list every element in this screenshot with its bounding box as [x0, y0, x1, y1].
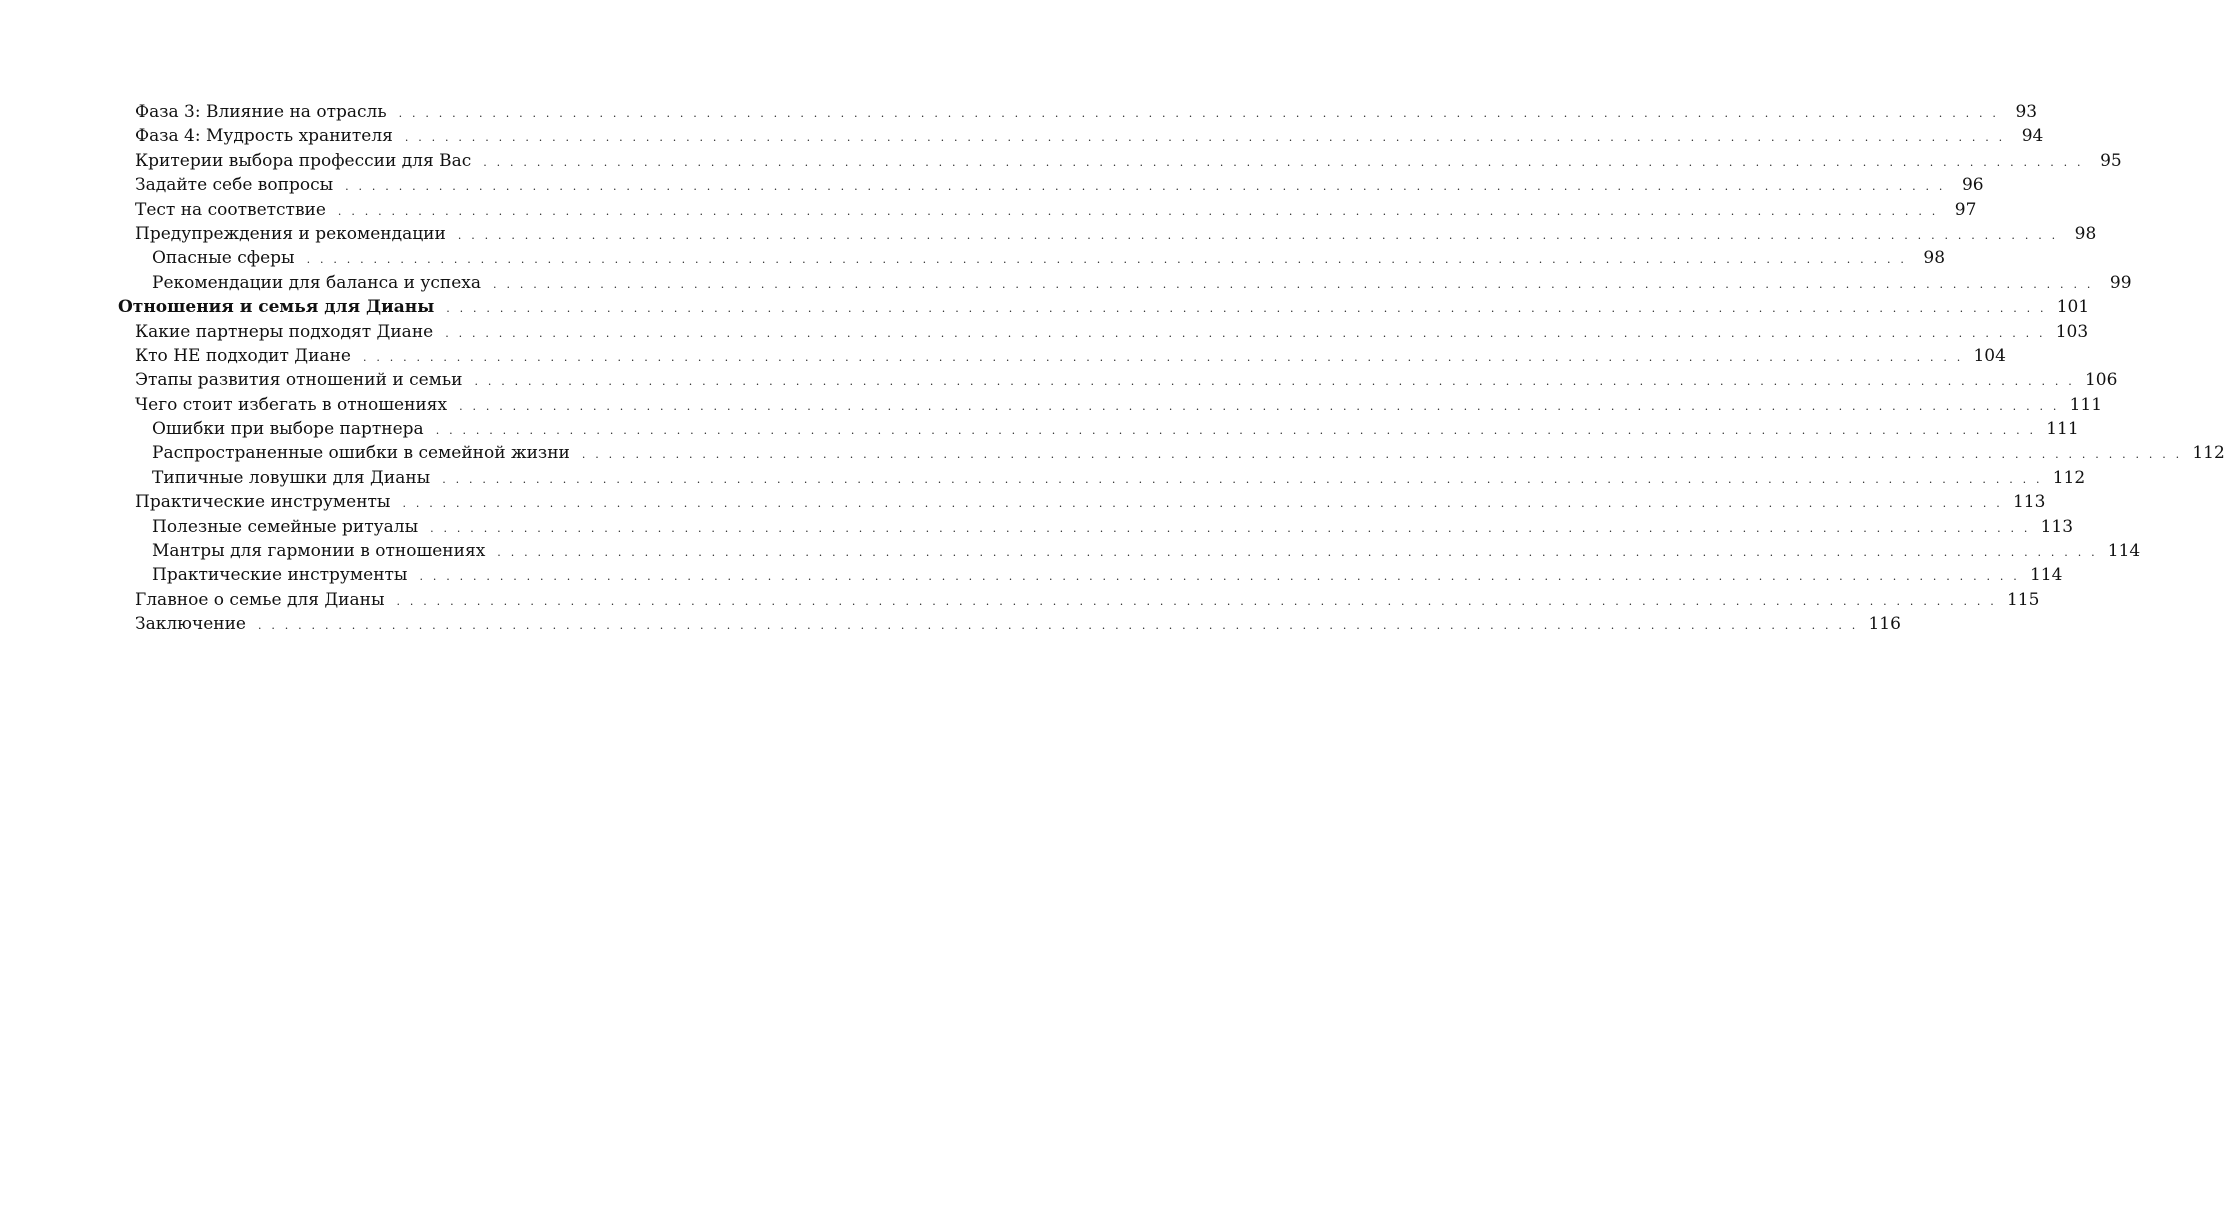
toc-entry[interactable] — [118, 149, 2122, 173]
toc-entry-page-number: 96 — [1961, 175, 1984, 196]
toc-entry-page-number: 98 — [2074, 223, 2097, 244]
toc-entry-title: Практические инструменты — [135, 492, 391, 513]
dot-leader: . . . . . . . . . . . . . . . . . . . . . . . . . . . . . . . . . . . . . . . . . . . . . . . . . . . . . . . . . . . . . . . . . . . . . . . . . . . . . . . . . . . . . . . . . . . . . . . . . . . . . . . . . . . . . . . . . . . . . . . . — [257, 619, 1859, 633]
toc-entry-title: Распространенные ошибки в семейной жизни — [152, 443, 570, 464]
toc-entry-title: Полезные семейные ритуалы — [152, 516, 419, 537]
toc-section-heading[interactable] — [118, 295, 2090, 319]
dot-leader: . . . . . . . . . . . . . . . . . . . . . . . . . . . . . . . . . . . . . . . . . . . . . . . . . . . . . . . . . . . . . . . . . . . . . . . . . . . . . . . . . . . . . . . . . . . . . . . . . . . . . . . . . . . . . . . . . . . . . . . . — [396, 594, 1997, 608]
toc-entry[interactable] — [118, 173, 1984, 197]
toc-entry-title: Фаза 4: Мудрость хранителя — [135, 126, 393, 147]
dot-leader: . . . . . . . . . . . . . . . . . . . . . . . . . . . . . . . . . . . . . . . . . . . . . . . . . . . . . . . . . . . . . . . . . . . . . . . . . . . . . . . . . . . . . . . . . . . . . . . . . . . . . . . . . . . . . . . . . . . . . . . . — [435, 424, 2037, 438]
dot-leader: . . . . . . . . . . . . . . . . . . . . . . . . . . . . . . . . . . . . . . . . . . . . . . . . . . . . . . . . . . . . . . . . . . . . . . . . . . . . . . . . . . . . . . . . . . . . . . . . . . . . . . . . . . . . . . . . . . . . . . . . — [362, 350, 1964, 364]
toc-entry-page-number: 103 — [2055, 321, 2089, 342]
toc-entry-page-number: 99 — [2109, 272, 2132, 293]
toc-entry-title: Типичные ловушки для Дианы — [152, 467, 431, 488]
dot-leader: . . . . . . . . . . . . . . . . . . . . . . . . . . . . . . . . . . . . . . . . . . . . . . . . . . . . . . . . . . . . . . . . . . . . . . . . . . . . . . . . . . . . . . . . . . . . . . . . . . . . . . . . . . . . . . . . . . . . . . . . — [445, 326, 2046, 340]
toc-entry-page-number: 111 — [2069, 394, 2103, 415]
dot-leader: . . . . . . . . . . . . . . . . . . . . . . . . . . . . . . . . . . . . . . . . . . . . . . . . . . . . . . . . . . . . . . . . . . . . . . . . . . . . . . . . . . . . . . . . . . . . . . . . . . . . . . . . . . . . . . . . . . . . . . . . — [497, 546, 2098, 560]
dot-leader: . . . . . . . . . . . . . . . . . . . . . . . . . . . . . . . . . . . . . . . . . . . . . . . . . . . . . . . . . . . . . . . . . . . . . . . . . . . . . . . . . . . . . . . . . . . . . . . . . . . . . . . . . . . . . . . . . . . . . . . . — [337, 204, 1939, 218]
toc-entry-page-number: 106 — [2084, 370, 2118, 391]
toc-entry-title: Мантры для гармонии в отношениях — [152, 541, 486, 562]
toc-entry-title: Опасные сферы — [152, 248, 295, 269]
dot-leader: . . . . . . . . . . . . . . . . . . . . . . . . . . . . . . . . . . . . . . . . . . . . . . . . . . . . . . . . . . . . . . . . . . . . . . . . . . . . . . . . . . . . . . . . . . . . . . . . . . . . . . . . . . . . . . . . . . . . . . . . — [345, 180, 1946, 194]
toc-entry-title: Предупреждения и рекомендации — [135, 223, 446, 244]
toc-entry-page-number: 101 — [2056, 297, 2090, 318]
toc-entry[interactable] — [118, 417, 2079, 441]
toc-entry-title: Главное о семье для Дианы — [135, 589, 385, 610]
toc-entry[interactable] — [118, 515, 2074, 539]
toc-entry[interactable] — [118, 588, 2040, 612]
toc-entry-page-number: 98 — [1923, 248, 1946, 269]
table-of-contents — [118, 100, 2225, 637]
dot-leader: . . . . . . . . . . . . . . . . . . . . . . . . . . . . . . . . . . . . . . . . . . . . . . . . . . . . . . . . . . . . . . . . . . . . . . . . . . . . . . . . . . . . . . . . . . . . . . . . . . . . . . . . . . . . . . . . . . . . . . . . — [398, 107, 2000, 120]
toc-entry-page-number: 113 — [2012, 492, 2046, 513]
toc-entry-page-number: 94 — [2021, 126, 2044, 147]
toc-entry-page-number: 111 — [2046, 419, 2079, 440]
toc-entry-page-number: 114 — [2107, 541, 2141, 562]
toc-entry[interactable] — [118, 563, 2063, 587]
toc-entry-title: Заключение — [135, 614, 246, 635]
toc-entry[interactable] — [118, 222, 2097, 246]
toc-entry[interactable] — [118, 246, 1946, 270]
toc-entry[interactable] — [118, 271, 2132, 295]
toc-entry-title: Кто НЕ подходит Диане — [135, 345, 351, 366]
toc-entry-title: Фаза 3: Влияние на отрасль — [135, 102, 387, 122]
dot-leader: . . . . . . . . . . . . . . . . . . . . . . . . . . . . . . . . . . . . . . . . . . . . . . . . . . . . . . . . . . . . . . . . . . . . . . . . . . . . . . . . . . . . . . . . . . . . . . . . . . . . . . . . . . . . . . . . . . . . . . . . — [402, 497, 2003, 511]
toc-entry-title: Какие партнеры подходят Диане — [135, 321, 434, 342]
toc-entry[interactable] — [118, 441, 2225, 465]
toc-entry-page-number: 104 — [1973, 345, 2006, 366]
dot-leader: . . . . . . . . . . . . . . . . . . . . . . . . . . . . . . . . . . . . . . . . . . . . . . . . . . . . . . . . . . . . . . . . . . . . . . . . . . . . . . . . . . . . . . . . . . . . . . . . . . . . . . . . . . . . . . . . . . . . . . . . — [459, 399, 2060, 413]
dot-leader: . . . . . . . . . . . . . . . . . . . . . . . . . . . . . . . . . . . . . . . . . . . . . . . . . . . . . . . . . . . . . . . . . . . . . . . . . . . . . . . . . . . . . . . . . . . . . . . . . . . . . . . . . . . . . . . . . . . . . . . . — [430, 521, 2031, 535]
toc-entry[interactable] — [118, 368, 2118, 392]
toc-entry[interactable] — [118, 198, 1977, 222]
toc-entry-page-number: 95 — [2100, 150, 2122, 171]
dot-leader: . . . . . . . . . . . . . . . . . . . . . . . . . . . . . . . . . . . . . . . . . . . . . . . . . . . . . . . . . . . . . . . . . . . . . . . . . . . . . . . . . . . . . . . . . . . . . . . . . . . . . . . . . . . . . . . . . . . . . . . . — [493, 277, 2094, 291]
dot-leader: . . . . . . . . . . . . . . . . . . . . . . . . . . . . . . . . . . . . . . . . . . . . . . . . . . . . . . . . . . . . . . . . . . . . . . . . . . . . . . . . . . . . . . . . . . . . . . . . . . . . . . . . . . . . . . . . . . . . . . . . — [306, 253, 1908, 267]
toc-entry-page-number: 112 — [2052, 467, 2086, 488]
toc-entry[interactable] — [118, 490, 2046, 514]
toc-entry-title: Практические инструменты — [152, 565, 408, 586]
dot-leader: . . . . . . . . . . . . . . . . . . . . . . . . . . . . . . . . . . . . . . . . . . . . . . . . . . . . . . . . . . . . . . . . . . . . . . . . . . . . . . . . . . . . . . . . . . . . . . . . . . . . . . . . . . . . . . . . . . . . . . . . — [457, 228, 2059, 242]
toc-entry-title: Задайте себе вопросы — [135, 175, 334, 196]
toc-entry[interactable] — [118, 100, 2038, 124]
toc-entry[interactable] — [118, 612, 1901, 636]
dot-leader: . . . . . . . . . . . . . . . . . . . . . . . . . . . . . . . . . . . . . . . . . . . . . . . . . . . . . . . . . . . . . . . . . . . . . . . . . . . . . . . . . . . . . . . . . . . . . . . . . . . . . . . . . . . . . . . . . . . . . . . . — [446, 302, 2047, 316]
toc-entry-page-number: 115 — [2006, 589, 2040, 610]
toc-entry-title: Чего стоит избегать в отношениях — [135, 394, 448, 415]
toc-entry[interactable] — [118, 344, 2006, 368]
toc-entry-page-number: 113 — [2040, 516, 2074, 537]
toc-entry-title: Отношения и семья для Дианы — [118, 297, 435, 318]
dot-leader: . . . . . . . . . . . . . . . . . . . . . . . . . . . . . . . . . . . . . . . . . . . . . . . . . . . . . . . . . . . . . . . . . . . . . . . . . . . . . . . . . . . . . . . . . . . . . . . . . . . . . . . . . . . . . . . . . . . . . . . . — [442, 472, 2043, 486]
toc-entry-title: Ошибки при выборе партнера — [152, 419, 424, 440]
dot-leader: . . . . . . . . . . . . . . . . . . . . . . . . . . . . . . . . . . . . . . . . . . . . . . . . . . . . . . . . . . . . . . . . . . . . . . . . . . . . . . . . . . . . . . . . . . . . . . . . . . . . . . . . . . . . . . . . . . . . . . . . — [404, 131, 2006, 145]
toc-entry-title: Этапы развития отношений и семьи — [135, 370, 463, 391]
toc-entry-page-number: 97 — [1954, 199, 1977, 220]
toc-entry-page-number: 112 — [2192, 443, 2225, 464]
toc-entry[interactable] — [118, 539, 2141, 563]
toc-entry-page-number: 116 — [1868, 614, 1901, 635]
dot-leader: . . . . . . . . . . . . . . . . . . . . . . . . . . . . . . . . . . . . . . . . . . . . . . . . . . . . . . . . . . . . . . . . . . . . . . . . . . . . . . . . . . . . . . . . . . . . . . . . . . . . . . . . . . . . . . . . . . . . . . . . — [474, 375, 2075, 389]
toc-entry-page-number: 114 — [2029, 565, 2063, 586]
toc-entry[interactable] — [118, 393, 2103, 417]
toc-entry-page-number: 93 — [2015, 102, 2038, 122]
toc-entry[interactable] — [118, 466, 2086, 490]
toc-entry[interactable] — [118, 320, 2089, 344]
toc-entry-title: Критерии выбора профессии для Вас — [135, 150, 472, 171]
toc-entry-title: Тест на соответствие — [135, 199, 326, 220]
dot-leader: . . . . . . . . . . . . . . . . . . . . . . . . . . . . . . . . . . . . . . . . . . . . . . . . . . . . . . . . . . . . . . . . . . . . . . . . . . . . . . . . . . . . . . . . . . . . . . . . . . . . . . . . . . . . . . . . . . . . . . . . — [483, 155, 2084, 169]
dot-leader: . . . . . . . . . . . . . . . . . . . . . . . . . . . . . . . . . . . . . . . . . . . . . . . . . . . . . . . . . . . . . . . . . . . . . . . . . . . . . . . . . . . . . . . . . . . . . . . . . . . . . . . . . . . . . . . . . . . . . . . . — [581, 448, 2183, 462]
dot-leader: . . . . . . . . . . . . . . . . . . . . . . . . . . . . . . . . . . . . . . . . . . . . . . . . . . . . . . . . . . . . . . . . . . . . . . . . . . . . . . . . . . . . . . . . . . . . . . . . . . . . . . . . . . . . . . . . . . . . . . . . — [419, 570, 2020, 584]
toc-entry-title: Рекомендации для баланса и успеха — [152, 272, 482, 293]
toc-entry[interactable] — [118, 124, 2044, 148]
